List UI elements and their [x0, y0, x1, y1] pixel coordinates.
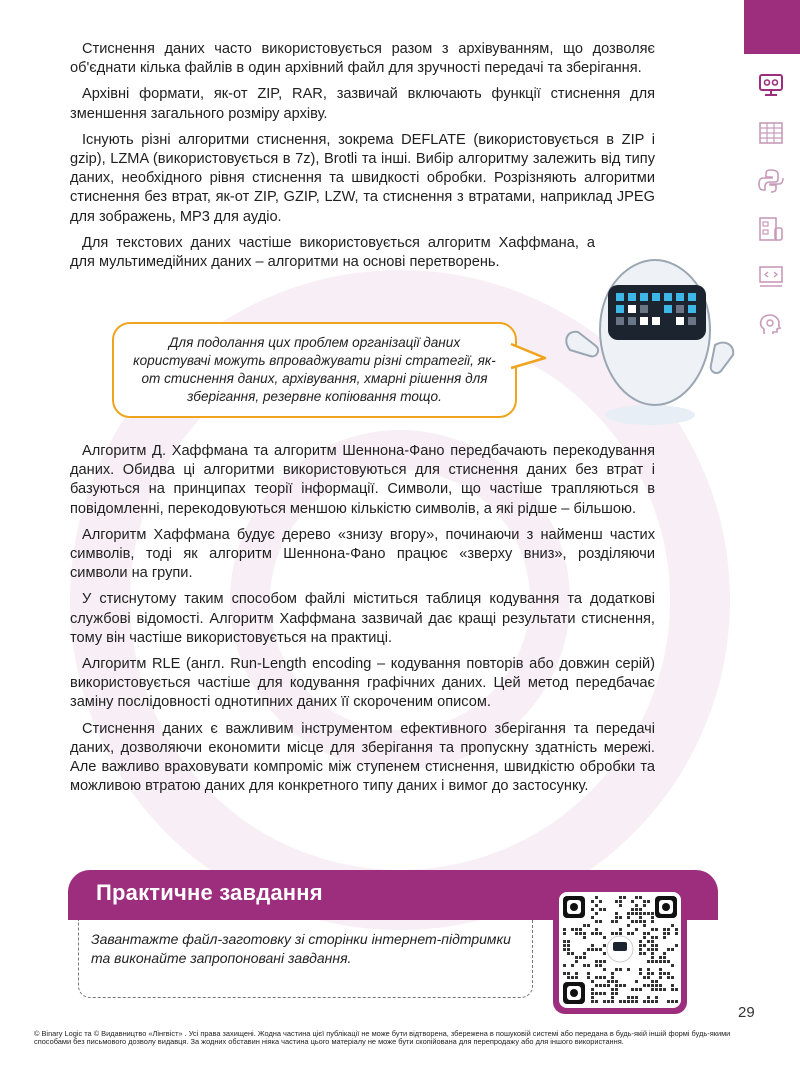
copyright-footer: © Binary Logic та © Видавництво «Лінгвіст» . Усі права захищені. Жодна частина цієї публікації не може бути відтворена, збережена в пошуковій системі або передана в будь-якій іншій формі будь-якими способами без письмового дозволу видавця. За жодних обставин ніяка частина цього матеріалу не може бути скопійована для перепродажу або для іншого використання.: [34, 1029, 731, 1047]
practice-title: Практичне завдання: [96, 880, 323, 905]
side-navigation: [756, 70, 786, 340]
page-number: 29: [738, 1004, 755, 1021]
brain-gear-icon[interactable]: [756, 310, 786, 340]
paragraph: Алгоритм Хаффмана будує дерево «знизу вгору», починаючи з найменш частих символів, тоді як алгоритм Шеннона-Фано працює «зверху вниз», розділяючи символи на групи.: [70, 526, 655, 582]
robot-illustration: [540, 235, 750, 435]
table-icon[interactable]: [756, 118, 786, 148]
paragraph: Стиснення даних є важливим інструментом ефективного зберігання та передачі даних, дозволяючи економити місце для зберігання та пропускну здатність мережі. Але важливо враховувати компроміс між ступенем стиснення, швидкістю обробки та можливою втратою даних для конкретного типу даних і вимог до застосунку.: [70, 720, 655, 795]
body-text-bottom: [70, 442, 655, 803]
paragraph: Архівні формати, як-от ZIP, RAR, зазвичай включають функції стиснення для зменшення загального розміру архіву.: [70, 86, 655, 122]
info-callout: Для подолання цих проблем організації даних користувачі можуть впроваджувати різні стратегії, як-от стиснення даних, архівування, хмарні рішення для зберігання, резервне копіювання тощо.: [112, 322, 517, 418]
paragraph: Для текстових даних частіше використовується алгоритм Хаффмана, а для мультимедійних даних – алгоритми на основі перетворень.: [70, 234, 595, 271]
flowchart-icon[interactable]: [756, 214, 786, 244]
paragraph: Існують різні алгоритми стиснення, зокрема DEFLATE (використовується в ZIP і gzip), LZMA (використовується в 7z), Brotli та інші. Вибір алгоритму залежить від типу даних, необхідного рівня стиснення та швидкості обробки. Розрізняють алгоритми стиснення без втрат, як-от ZIP, GZIP, LZW, та стиснення з втратами, наприклад JPEG для зображень, MP3 для аудіо.: [70, 131, 655, 225]
qr-code-icon: [559, 892, 681, 1008]
robot-screen-icon[interactable]: [756, 70, 786, 100]
paragraph: Стиснення даних часто використовується разом з архівуванням, що дозволяє об'єднати кілька файлів в один архівний файл для зручності передачі та зберігання.: [70, 41, 655, 77]
code-monitor-icon[interactable]: [756, 262, 786, 292]
paragraph: Алгоритм Д. Хаффмана та алгоритм Шеннона-Фано передбачають перекодування даних. Обидва ці алгоритми використовуються для стиснення даних без втрат і базуються на принципах теорії інформації. Символи, що частіше трапляються в повідомленні, перекодовуються меншою кількістю символів, а які рідше – більшою.: [70, 443, 655, 517]
page-corner-tab: [744, 0, 800, 54]
qr-code[interactable]: [559, 892, 681, 1008]
practice-task: Завантажте файл-заготовку зі сторінки інтернет-підтримки та виконайте запропоновані завдання.: [78, 920, 533, 998]
callout-tail: [509, 338, 549, 378]
python-icon[interactable]: [756, 166, 786, 196]
paragraph: Алгоритм RLE (англ. Run-Length encoding – кодування повторів або довжин серій) використовується частіше для кодування графічних даних. Цей метод передбачає заміну послідовності однотипних даних її скороченим описом.: [70, 656, 655, 711]
paragraph: У стиснутому таким способом файлі міститься таблиця кодування та додаткові службові відомості. Алгоритм Хаффмана зазвичай дає кращі результати стиснення, тому він частіше використовується на практиці.: [70, 591, 655, 646]
